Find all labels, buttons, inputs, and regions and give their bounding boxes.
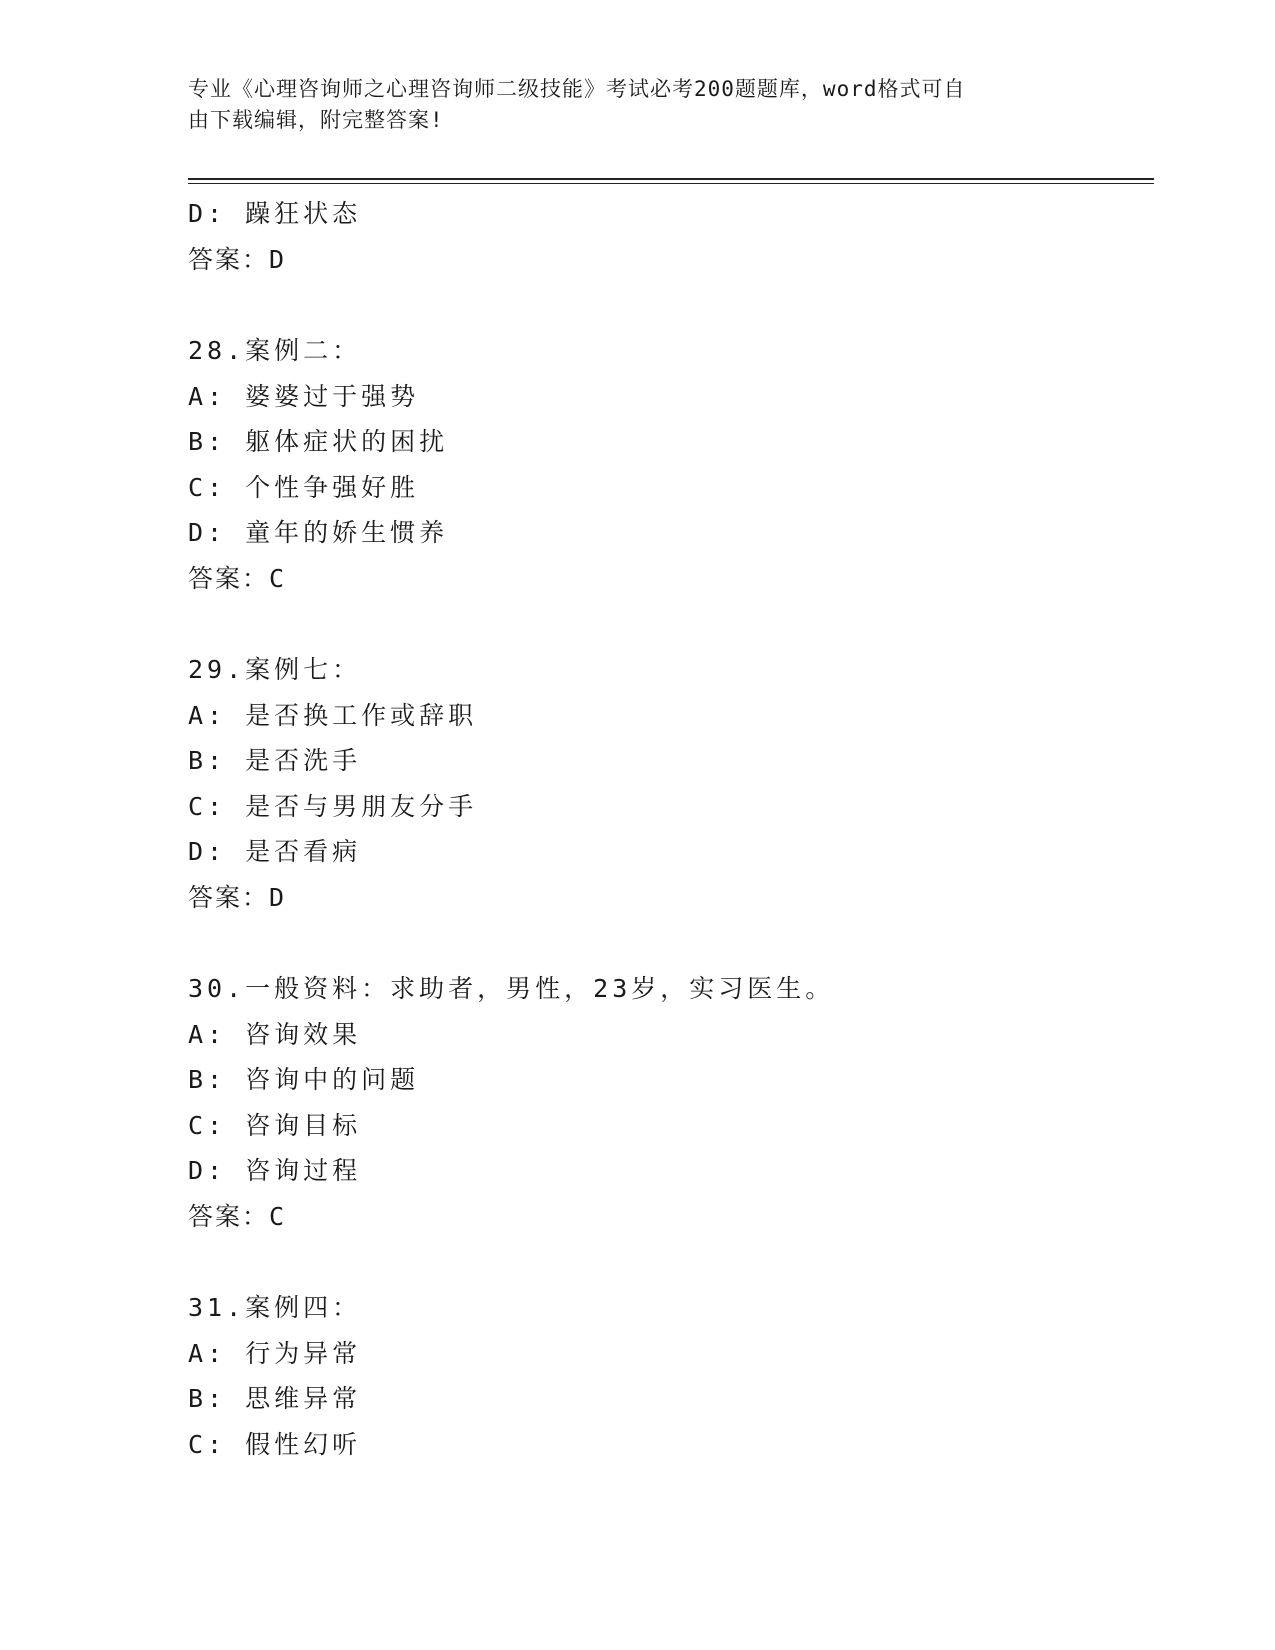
option-b: B: 躯体症状的困扰	[188, 427, 449, 456]
header-rule-thick	[188, 178, 1154, 180]
question-stem: 30.一般资料：求助者，男性，23岁，实习医生。	[188, 974, 835, 1003]
document-header	[188, 74, 1078, 136]
question-29	[188, 647, 1148, 920]
answer: 答案：C	[188, 1201, 287, 1231]
option-a: A: 是否换工作或辞职	[188, 700, 478, 730]
answer: 答案：D	[188, 882, 287, 912]
option-d: D: 是否看病	[188, 837, 362, 866]
option-b: B: 咨询中的问题	[188, 1065, 420, 1094]
question-list	[188, 191, 1148, 1467]
question-stem: 31.案例四：	[188, 1293, 362, 1322]
question-stem: 29.案例七：	[188, 655, 362, 684]
option-a: A: 咨询效果	[188, 1019, 362, 1049]
question-31	[188, 1285, 1148, 1467]
header-line-1: 专业《心理咨询师之心理咨询师二级技能》考试必考200题题库，word格式可自	[188, 77, 966, 101]
option-d: D: 躁狂状态	[188, 199, 362, 228]
option-c: C: 个性争强好胜	[188, 472, 420, 502]
option-a: A: 行为异常	[188, 1338, 362, 1368]
option-c: C: 咨询目标	[188, 1110, 362, 1140]
question-28	[188, 328, 1148, 601]
answer: 答案：C	[188, 563, 287, 593]
option-a: A: 婆婆过于强势	[188, 381, 420, 411]
header-rule-thin	[188, 183, 1154, 184]
question-stem: 28.案例二：	[188, 336, 362, 365]
option-d: D: 咨询过程	[188, 1156, 362, 1185]
option-b: B: 思维异常	[188, 1384, 362, 1413]
option-d: D: 童年的娇生惯养	[188, 518, 449, 547]
option-c: C: 是否与男朋友分手	[188, 791, 478, 821]
header-line-2: 由下载编辑，附完整答案!	[188, 108, 444, 132]
question-30	[188, 966, 1148, 1239]
option-c: C: 假性幻听	[188, 1429, 362, 1459]
answer: 答案：D	[188, 244, 287, 274]
option-b: B: 是否洗手	[188, 746, 362, 775]
